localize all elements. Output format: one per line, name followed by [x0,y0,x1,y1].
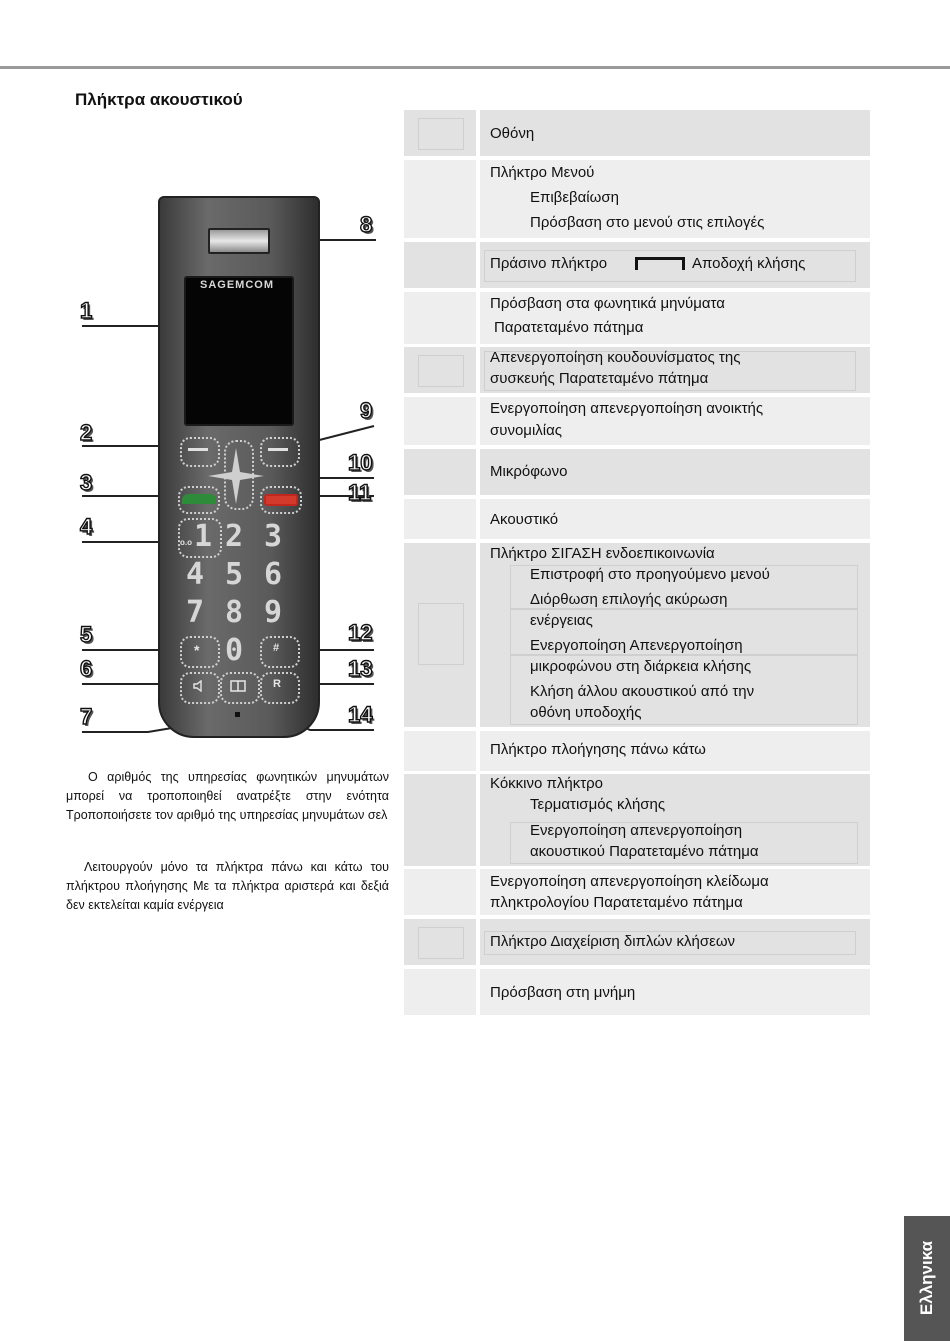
hash-key-label: # [273,642,280,654]
table-row: Κόκκινο πλήκτρο Τερματισμός κλήσης Ενεργοποίηση απενεργοποίηση ακουστικού Παρατεταμένο πάτημα [404,774,870,866]
callout-7: 7 [80,704,93,729]
callout-3: 3 [80,470,93,495]
table-row: Πλήκτρο Διαχείριση διπλών κλήσεων [404,919,870,965]
table-row: Ενεργοποίηση απενεργοποίηση κλείδωμα πληκτρολογίου Παρατεταμένο πάτημα [404,869,870,915]
r-key-label: R [273,678,281,690]
key-6-label: 6 [264,557,283,592]
language-tab-label: Ελληνικα [917,1240,936,1316]
table-row: Ενεργοποίηση απενεργοποίηση ανοικτής συνομιλίας [404,397,870,445]
handset-illustration [60,190,400,750]
language-tab [904,1216,950,1341]
red-phone-icon [264,494,298,506]
green-key-symbol [635,257,685,270]
callout-1: 1 [80,298,93,323]
row-description-cell: Οθόνη [480,110,870,156]
note-voicemail: Ο αριθμός της υπηρεσίας φωνητικών μηνυμάτων μπορεί να τροποποιηθεί ανατρέξτε στην ενότητα Τροποποιήσετε τον αριθμό της υπηρεσίας μηνυμάτων σελ [66,770,389,822]
callout-12: 12 [348,620,373,645]
callout-8: 8 [360,212,373,237]
table-row: Πλήκτρο Μενού Επιβεβαίωση Πρόσβαση στο μενού στις επιλογές [404,160,870,238]
callout-2: 2 [80,420,93,445]
left-soft-key-mark [188,448,208,451]
callout-10: 10 [348,450,373,475]
phonebook-icon [230,680,246,692]
key-1-label: 1 [194,519,213,554]
callout-11: 11 [348,480,372,505]
key-7-label: 7 [186,595,205,630]
microphone-icon [235,712,240,717]
callout-4: 4 [80,514,93,539]
key-3-label: 3 [264,519,283,554]
callout-6: 6 [80,656,93,681]
callout-13: 13 [348,656,373,681]
right-soft-key-mark [268,448,288,451]
brand-logo: SAGEMCOM [200,279,274,291]
star-key[interactable] [180,636,220,668]
earpiece [208,228,270,254]
hash-key[interactable] [260,636,300,668]
table-row: Πλήκτρο πλοήγησης πάνω κάτω [404,731,870,771]
voicemail-icon: o.o [180,538,192,547]
right-soft-key[interactable] [260,437,300,467]
callout-9: 9 [360,398,373,423]
table-row: Ακουστικό [404,499,870,539]
table-row: Πράσινο πλήκτρο Αποδοχή κλήσης [404,242,870,288]
key-8-label: 8 [225,595,244,630]
star-key-label: * [194,642,200,658]
key-5-label: 5 [225,557,244,592]
table-row: Πρόσβαση στη μνήμη [404,969,870,1015]
callout-14: 14 [348,702,373,727]
table-row: Πρόσβαση στα φωνητικά μηνύματα Παρατεταμένο πάτημα [404,292,870,344]
table-row: Απενεργοποίηση κουδουνίσματος της συσκευής Παρατεταμένο πάτημα [404,347,870,393]
header-rule [0,66,950,69]
table-row [404,110,870,156]
key-0-label: 0 [225,633,244,668]
note-navigation: Λειτουργούν μόνο τα πλήκτρα πάνω και κάτω του πλήκτρου πλοήγησης Με τα πλήκτρα αριστερά και δεξιά δεν εκτελείται καμία ενέργεια [66,860,389,912]
key-4-label: 4 [186,557,205,592]
handset-screen [184,276,294,426]
callout-5: 5 [80,622,93,647]
speaker-icon [192,680,204,692]
key-2-label: 2 [225,519,244,554]
key-9-label: 9 [264,595,283,630]
table-row: Πλήκτρο ΣΙΓΑΣΗ ενδοεπικοινωνία Επιστροφή στο προηγούμενο μενού Διόρθωση επιλογής ακύρωση ενέργειας Ενεργοποίηση Απενεργοποίηση μικροφώνου στη διάρκεια κλήσης Κλήση άλλου ακουστικού από την οθόνη υποδοχής [404,543,870,727]
table-row: Μικρόφωνο [404,449,870,495]
row-number-cell [404,110,476,156]
page-title: Πλήκτρα ακουστικού [75,90,243,109]
green-phone-icon [182,494,216,504]
